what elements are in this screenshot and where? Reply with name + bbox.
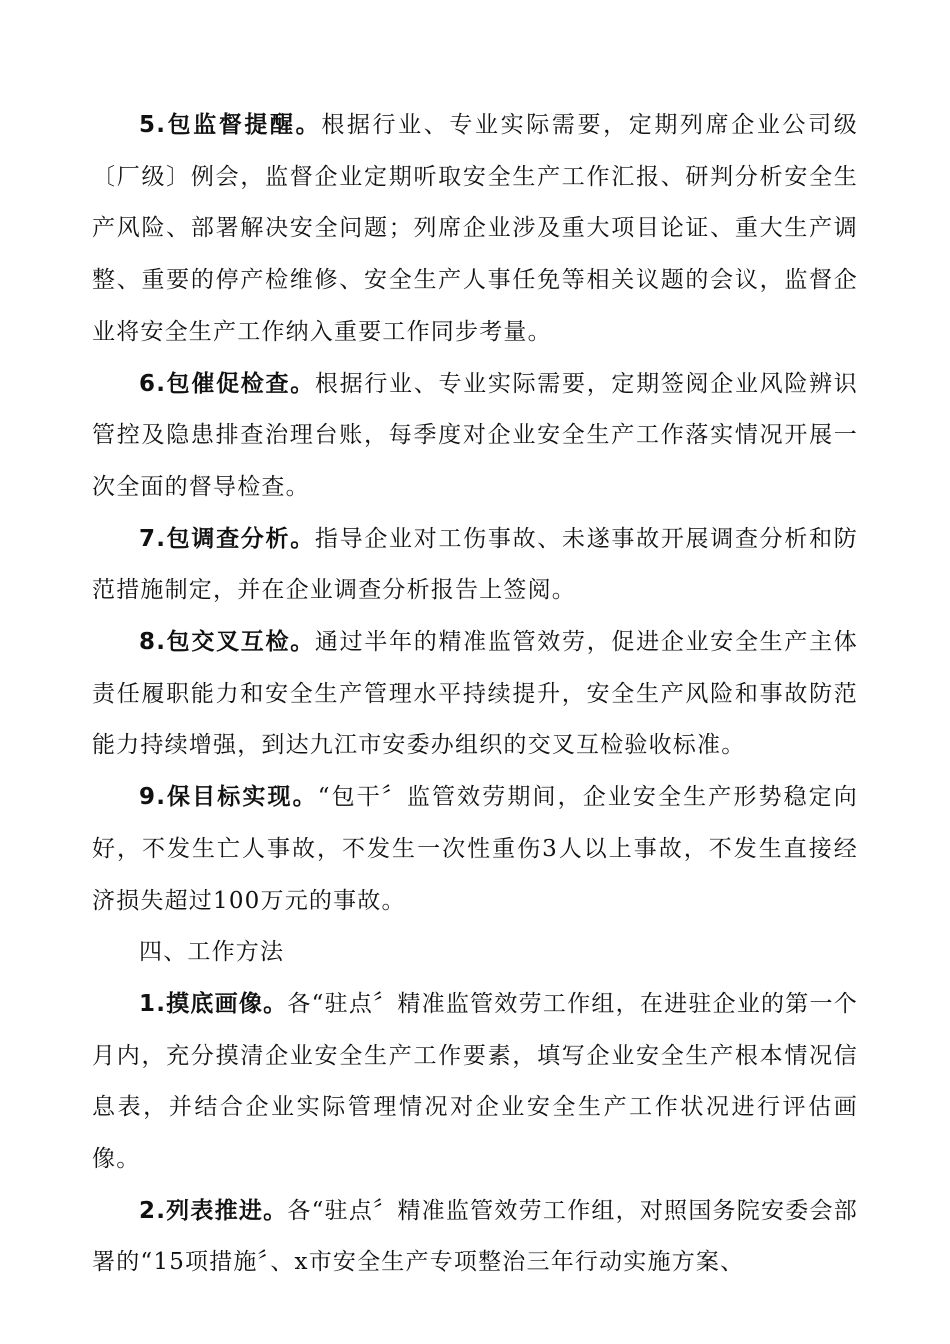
paragraph-lead: 9.保目标实现。	[139, 784, 318, 811]
paragraph-urge-inspection	[92, 359, 858, 514]
paragraph-body: 通过半年的精准监管效劳，促进企业安全生产主体责任履职能力和安全生产管理水平持续提升，安全生产风险和事故防范能力持续增强，到达九江市安委办组织的交叉互检验收标准。	[92, 629, 858, 759]
paragraph-investigation-analysis	[92, 514, 858, 617]
paragraph-target-achievement	[92, 772, 858, 927]
paragraph-baseline-profiling	[92, 979, 858, 1186]
paragraph-lead: 7.包调查分析。	[139, 525, 315, 552]
paragraph-lead: 8.包交叉互检。	[139, 629, 315, 656]
paragraph-body: 指导企业对工伤事故、未遂事故开展调查分析和防范措施制定，并在企业调查分析报告上签阅。	[92, 525, 858, 604]
paragraph-lead: 6.包催促检查。	[139, 370, 315, 397]
paragraph-body: 根据行业、专业实际需要，定期列席企业公司级〔厂级〕例会，监督企业定期听取安全生产工作汇报、研判分析安全生产风险、部署解决安全问题；列席企业涉及重大项目论证、重大生产调整、重要的停产检维修、安全生产人事任免等相关议题的会议，监督企业将安全生产工作纳入重要工作同步考量。	[92, 112, 858, 345]
paragraph-lead: 2.列表推进。	[139, 1197, 288, 1224]
paragraph-body: 根据行业、专业实际需要，定期签阅企业风险辨识管控及隐患排查治理台账，每季度对企业安全生产工作落实情况开展一次全面的督导检查。	[92, 370, 858, 500]
paragraph-body: “包干〞监管效劳期间，企业安全生产形势稳定向好，不发生亡人事故，不发生一次性重伤3人以上事故，不发生直接经济损失超过100万元的事故。	[92, 784, 858, 914]
paragraph-supervision-reminder	[92, 100, 858, 359]
paragraph-body: 各“驻点〞精准监管效劳工作组，在进驻企业的第一个月内，充分摸清企业安全生产工作要素，填写企业安全生产根本情况信息表，并结合企业实际管理情况对企业安全生产工作状况进行评估画像。	[92, 990, 858, 1173]
paragraph-body: 各“驻点〞精准监管效劳工作组，对照国务院安委会部署的“15项措施〞、x市安全生产专项整治三年行动实施方案、	[92, 1197, 858, 1276]
paragraph-list-advancement	[92, 1186, 858, 1289]
paragraph-lead: 1.摸底画像。	[139, 990, 288, 1017]
section-heading: 四、工作方法	[139, 939, 285, 966]
paragraph-lead: 5.包监督提醒。	[139, 112, 322, 138]
document-page	[92, 100, 858, 1289]
paragraph-cross-inspection	[92, 617, 858, 772]
